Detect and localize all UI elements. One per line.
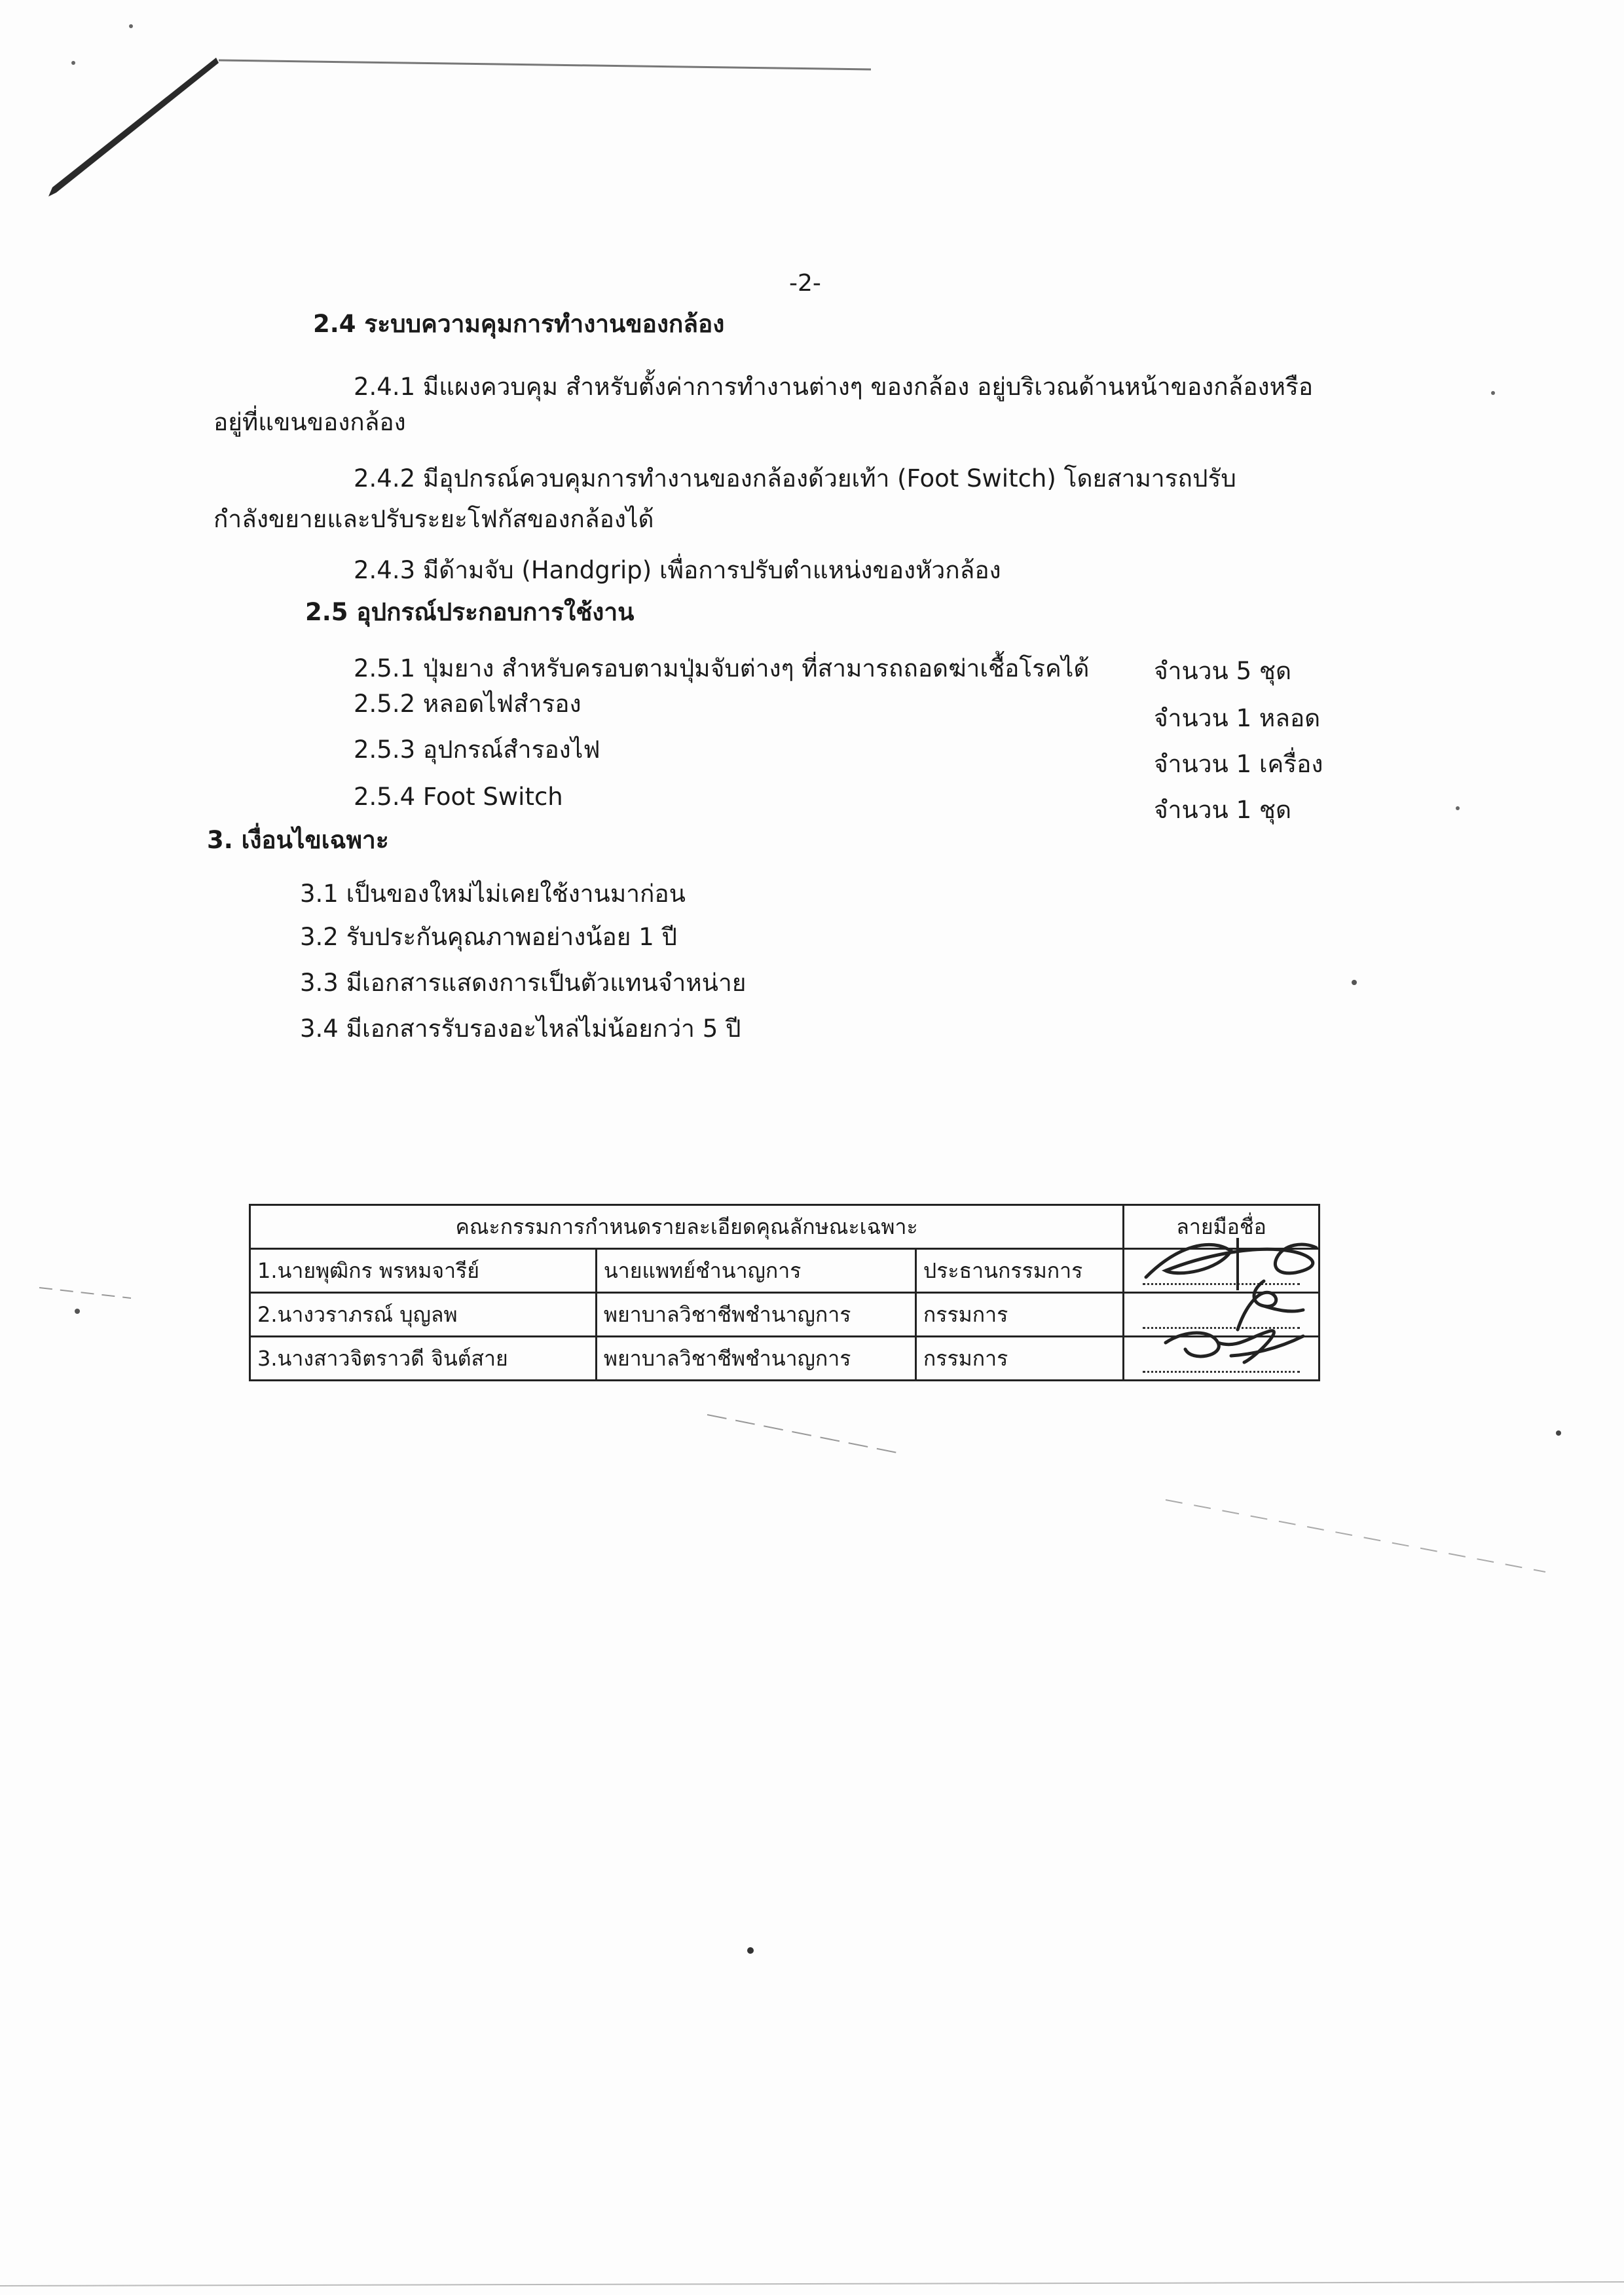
member-role: ประธานกรรมการ (915, 1249, 1123, 1293)
section-2-4-heading: 2.4 ระบบความคุมการทำงานของกล้อง (313, 310, 725, 338)
section-2-5-heading: 2.5 อุปกรณ์ประกอบการใช้งาน (305, 598, 635, 626)
page-number: -2- (789, 270, 821, 297)
item-3-1: 3.1 เป็นของใหม่ไม่เคยใช้งานมาก่อน (300, 880, 686, 908)
item-2-5-2-qty: จำนวน 1 หลอด (1154, 704, 1321, 732)
item-3-2: 3.2 รับประกันคุณภาพอย่างน้อย 1 ปี (300, 923, 678, 951)
member-name: 1.นายพุฒิกร พรหมจารีย์ (250, 1249, 597, 1293)
item-2-5-4: 2.5.4 Foot Switch (354, 783, 563, 811)
item-3-3: 3.3 มีเอกสารแสดงการเป็นตัวแทนจำหน่าย (300, 969, 747, 997)
member-position: พยาบาลวิชาชีพชำนาญการ (596, 1293, 915, 1337)
committee-header: คณะกรรมการกำหนดรายละเอียดคุณลักษณะเฉพาะ (250, 1205, 1124, 1249)
item-2-5-3-qty: จำนวน 1 เครื่อง (1154, 750, 1323, 778)
item-2-5-2: 2.5.2 หลอดไฟสำรอง (354, 690, 581, 718)
item-2-4-2-line1: 2.4.2 มีอุปกรณ์ควบคุมการทำงานของกล้องด้วยเท้า (Foot Switch) โดยสามารถปรับ (354, 464, 1236, 493)
signature-header: ลายมือชื่อ (1124, 1205, 1320, 1249)
signature-3 (1153, 1316, 1316, 1375)
item-2-4-3: 2.4.3 มีด้ามจับ (Handgrip) เพื่อการปรับตำแหน่งของหัวกล้อง (354, 556, 1001, 584)
item-2-5-4-qty: จำนวน 1 ชุด (1154, 796, 1292, 824)
member-role: กรรมการ (915, 1293, 1123, 1337)
item-2-4-1-line2: อยู่ที่แขนของกล้อง (213, 408, 406, 436)
item-2-5-1: 2.5.1 ปุ่มยาง สำหรับครอบตามปุ่มจับต่างๆ ที่สามารถถอดฆ่าเชื้อโรคได้ (354, 654, 1090, 682)
member-name: 3.นางสาวจิตราวดี จินต์สาย (250, 1337, 597, 1381)
item-2-4-1-line1: 2.4.1 มีแผงควบคุม สำหรับตั้งค่าการทำงานต่างๆ ของกล้อง อยู่บริเวณด้านหน้าของกล้องหรือ (354, 373, 1314, 401)
member-role: กรรมการ (915, 1337, 1123, 1381)
member-position: นายแพทย์ชำนาญการ (596, 1249, 915, 1293)
item-2-5-3: 2.5.3 อุปกรณ์สำรองไฟ (354, 736, 600, 764)
member-name: 2.นางวราภรณ์ บุญลพ (250, 1293, 597, 1337)
section-3-heading: 3. เงื่อนไขเฉพาะ (207, 826, 389, 854)
item-2-4-2-line2: กำลังขยายและปรับระยะโฟกัสของกล้องได้ (213, 505, 654, 533)
item-2-5-1-qty: จำนวน 5 ชุด (1154, 657, 1292, 685)
member-position: พยาบาลวิชาชีพชำนาญการ (596, 1337, 915, 1381)
item-3-4: 3.4 มีเอกสารรับรองอะไหล่ไม่น้อยกว่า 5 ปี (300, 1015, 741, 1043)
